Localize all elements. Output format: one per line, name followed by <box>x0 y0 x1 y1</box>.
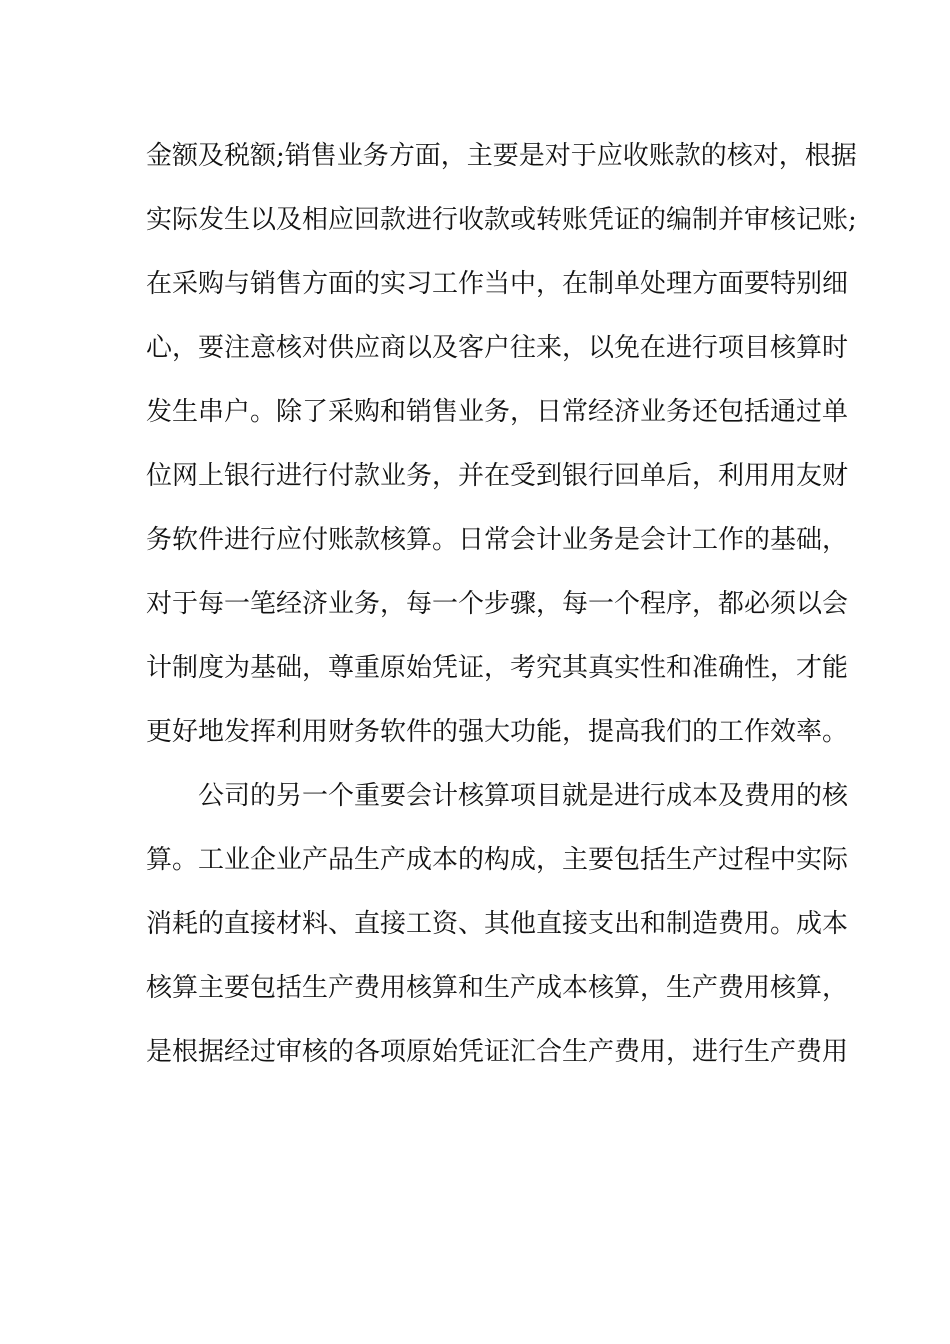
text-line: 计制度为基础，尊重原始凭证，考究其真实性和准确性，才能 <box>146 653 849 683</box>
text-line: 实际发生以及相应回款进行收款或转账凭证的编制并审核记账; <box>146 205 857 235</box>
text-line: 在采购与销售方面的实习工作当中，在制单处理方面要特别细 <box>146 269 849 299</box>
text-line: 位网上银行进行付款业务，并在受到银行回单后，利用用友财 <box>146 461 849 491</box>
document-body <box>146 124 857 1084</box>
text-line: 心，要注意核对供应商以及客户往来，以免在进行项目核算时 <box>146 333 849 363</box>
text-line-paragraph-start: 公司的另一个重要会计核算项目就是进行成本及费用的核 <box>198 781 849 811</box>
text-line: 消耗的直接材料、直接工资、其他直接支出和制造费用。成本 <box>146 909 849 939</box>
text-line: 是根据经过审核的各项原始凭证汇合生产费用，进行生产费用 <box>146 1037 849 1067</box>
text-line: 核算主要包括生产费用核算和生产成本核算，生产费用核算， <box>146 973 849 1003</box>
text-line: 算。工业企业产品生产成本的构成，主要包括生产过程中实际 <box>146 845 849 875</box>
text-line: 务软件进行应付账款核算。日常会计业务是会计工作的基础， <box>146 525 849 555</box>
text-line: 更好地发挥利用财务软件的强大功能，提高我们的工作效率。 <box>146 717 849 747</box>
text-line: 金额及税额;销售业务方面，主要是对于应收账款的核对，根据 <box>146 141 857 171</box>
text-line: 发生串户。除了采购和销售业务，日常经济业务还包括通过单 <box>146 397 849 427</box>
text-line: 对于每一笔经济业务，每一个步骤，每一个程序，都必须以会 <box>146 589 849 619</box>
